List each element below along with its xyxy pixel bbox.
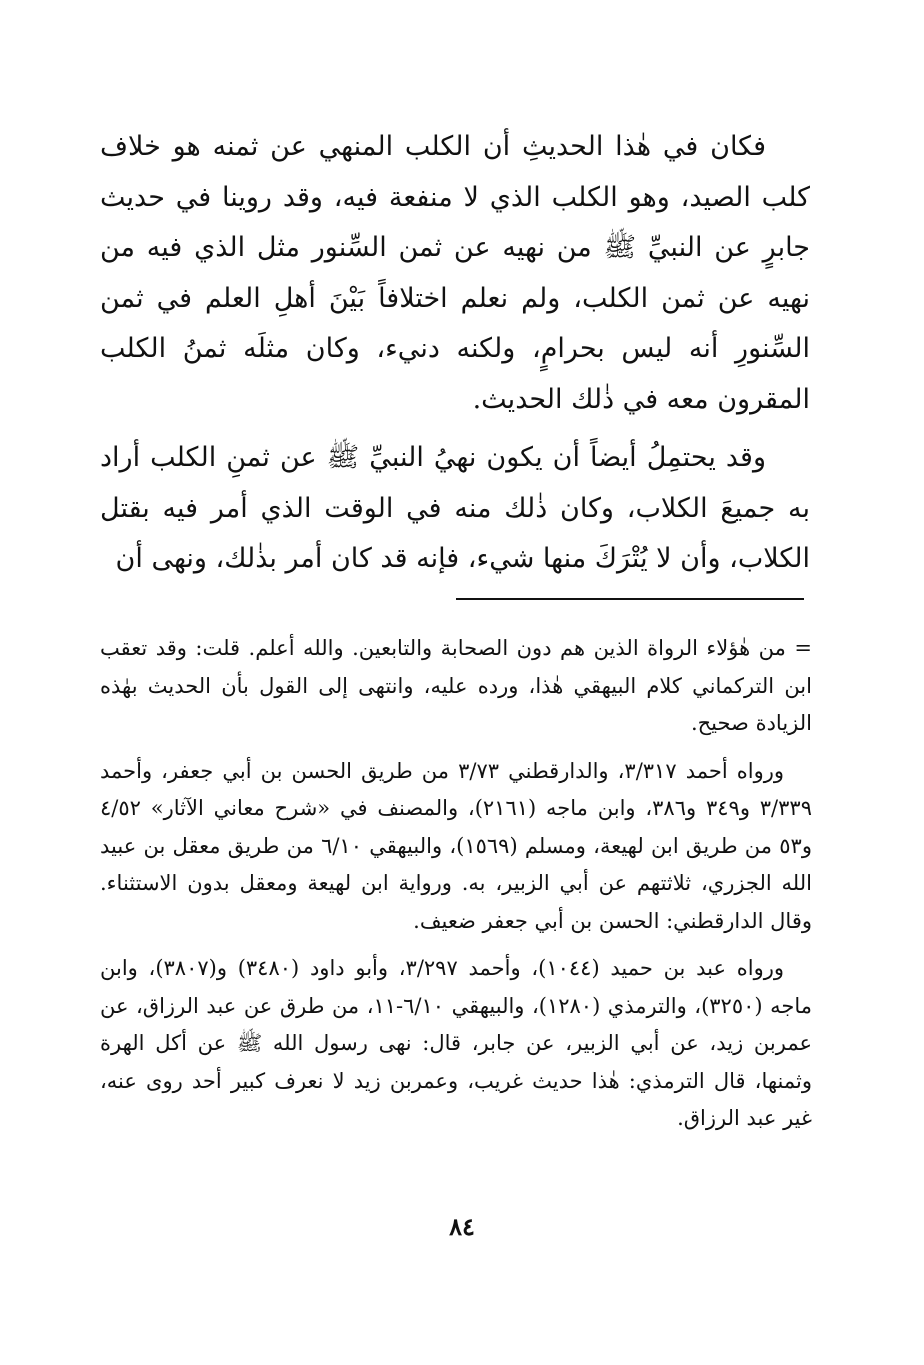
- footnote-paragraph: ورواه عبد بن حميد (١٠٤٤)، وأحمد ٣/٢٩٧، وأبو داود (٣٤٨٠) و(٣٨٠٧)، وابن ماجه (٣٢٥٠)، والترمذي (١٢٨٠)، والبيهقي ٦/١٠-١١، من طرق عن عبد الرزاق، عن عمربن زيد، عن أبي الزبير، عن جابر، قال: نهى رسول الله ﷺ عن أكل الهرة وثمنها، قال الترمذي: هٰذا حديث غريب، وعمربن زيد لا نعرف كبير أحد روى عنه، غير عبد الرزاق.: [100, 956, 812, 1130]
- main-paragraph: وقد يحتمِلُ أيضاً أن يكون نهيُ النبيِّ ﷺ عن ثمنِ الكلب أراد به جميعَ الكلاب، وكان ذٰلك منه في الوقت الذي أمر فيه بقتل الكلاب، وأن لا يُتْرَكَ منها شيء، فإنه قد كان أمر بذٰلك، ونهى أن: [100, 442, 810, 574]
- footnote-paragraph: = من هٰؤلاء الرواة الذين هم دون الصحابة والتابعين. والله أعلم. قلت: وقد تعقب ابن التركماني كلام البيهقي هٰذا، ورده عليه، وانتهى إلى القول بأن الحديث بهٰذه الزيادة صحيح.: [100, 636, 812, 735]
- footnotes: [100, 630, 812, 1138]
- footnote-paragraph: ورواه أحمد ٣/٣١٧، والدارقطني ٣/٧٣ من طريق الحسن بن أبي جعفر، وأحمد ٣/٣٣٩ و٣٤٩ و٣٨٦، وابن ماجه (٢١٦١)، والمصنف في «شرح معاني الآثار» ٤/٥٢ و٥٣ من طريق ابن لهيعة، ومسلم (١٥٦٩)، والبيهقي ٦/١٠ من طريق معقل بن عبيد الله الجزري، ثلاثتهم عن أبي الزبير، به. ورواية ابن لهيعة ومعقل بدون الاستثناء. وقال الدارقطني: الحسن بن أبي جعفر ضعيف.: [100, 758, 812, 933]
- main-text: [100, 122, 810, 585]
- main-paragraph: فكان في هٰذا الحديثِ أن الكلب المنهي عن ثمنه هو خلاف كلب الصيد، وهو الكلب الذي لا منفعة فيه، وقد روينا في حديث جابرٍ عن النبيِّ ﷺ من نهيه عن ثمن السِّنور مثل الذي فيه من نهيه عن ثمن الكلب، ولم نعلم اختلافاً بَيْنَ أهلِ العلم في ثمن السِّنورِ أنه ليس بحرامٍ، ولكنه دنيء، وكان مثلَه ثمنُ الكلب المقرون معه في ذٰلك الحديث.: [100, 131, 810, 415]
- footnote-separator: [456, 598, 804, 600]
- page-number: ٨٤: [449, 1212, 475, 1241]
